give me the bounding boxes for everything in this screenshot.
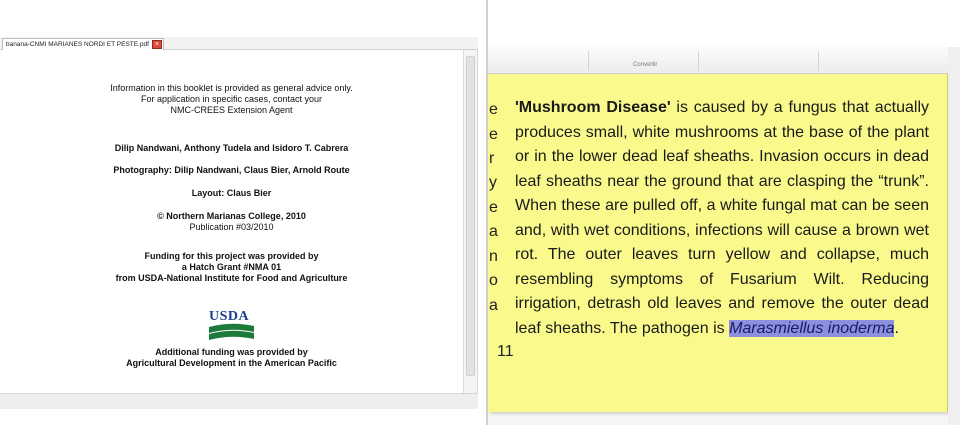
publication-number: Publication #03/2010 <box>189 222 274 232</box>
clipped-letter: n <box>489 248 498 265</box>
usda-logo-graphic <box>209 309 254 341</box>
usda-logo-text: USDA <box>209 309 250 324</box>
ribbon-separator <box>698 51 699 71</box>
selected-pathogen-name[interactable]: Marasmiellus inoderma <box>729 319 895 337</box>
additional-funding-line-1: Additional funding was provided by <box>155 347 308 357</box>
disclaimer-line-2: For application in specific cases, contact your <box>140 94 323 104</box>
funding-line-1: Funding for this project was provided by <box>144 251 319 261</box>
disease-paragraph <box>515 96 929 341</box>
pdf-page <box>0 50 463 409</box>
paragraph-body: is caused by a fungus that actually produces small, white mushrooms at the base of the plant or in the lower dead leaf sheaths. Invasion occurs in dead leaf sheaths near the ground that are clasping the “trunk”. When these are pulled off, a white fungal mat can be seen and, with wet conditions, infections will cause a brown wet rot. The outer leaves turn yellow and collapse, much resembling symptoms of Fusarium Wilt. Reducing irrigation, detrash old leaves and remove the outer dead leaf sheaths. The pathogen is <box>515 99 929 337</box>
right-scrollbar[interactable] <box>948 47 960 425</box>
clipped-letter: o <box>489 272 498 289</box>
document-viewer <box>488 47 960 425</box>
page-number: 11 <box>497 343 514 360</box>
clipped-letter: r <box>489 150 495 167</box>
ribbon-separator <box>588 51 589 71</box>
ribbon-toolbar <box>488 47 948 74</box>
clipped-letter: y <box>489 174 497 191</box>
clipped-letter: e <box>489 199 498 216</box>
layout-credit: Layout: Claus Bier <box>191 188 272 198</box>
additional-funding-line-2: Agricultural Development in the American Pacific <box>126 358 337 368</box>
clipped-letter: a <box>489 223 498 240</box>
tab-bar <box>0 37 478 50</box>
clipped-letter: e <box>489 126 498 143</box>
document-page <box>488 74 948 412</box>
vertical-scrollbar[interactable] <box>463 50 477 409</box>
scrollbar-thumb[interactable] <box>466 56 475 376</box>
clipped-letter: a <box>489 297 498 314</box>
clipped-letter: e <box>489 101 498 118</box>
usda-logo <box>209 309 254 341</box>
photography-credit: Photography: Dilip Nandwani, Claus Bier, Arnold Route <box>113 165 350 175</box>
ribbon-separator <box>818 51 819 71</box>
funding-line-2: a Hatch Grant #NMA 01 <box>181 262 282 272</box>
authors: Dilip Nandwani, Anthony Tudela and Isidoro T. Cabrera <box>114 143 349 153</box>
pdf-viewer-window <box>0 37 478 409</box>
disclaimer-line-1: Information in this booklet is provided as general advice only. <box>110 83 353 93</box>
close-icon[interactable]: × <box>152 40 162 49</box>
paragraph-end: . <box>894 319 899 337</box>
disease-term: 'Mushroom Disease' <box>515 99 671 116</box>
document-tab[interactable] <box>2 38 164 50</box>
ribbon-group-label[interactable]: Convertir <box>633 62 658 68</box>
copyright: © Northern Marianas College, 2010 <box>157 211 306 221</box>
document-tab-title: banana-CNMI MARIANES NORDI ET PESTE.pdf <box>6 41 149 48</box>
disclaimer-line-3: NMC-CREES Extension Agent <box>170 105 293 115</box>
funding-line-3: from USDA-National Institute for Food and Agriculture <box>115 273 348 283</box>
status-strip <box>0 393 478 409</box>
